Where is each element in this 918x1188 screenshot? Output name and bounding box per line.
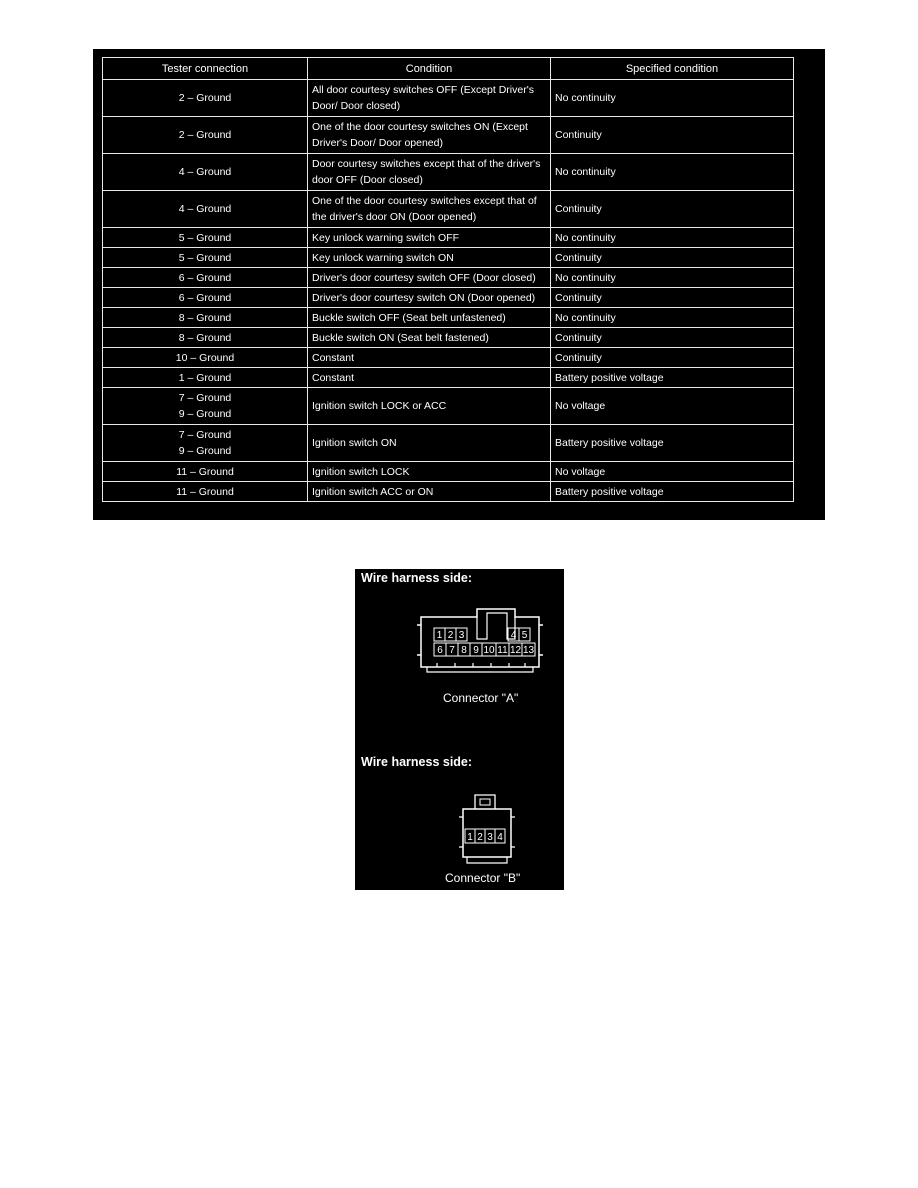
header-condition: Condition bbox=[308, 58, 551, 80]
table-row bbox=[103, 288, 794, 308]
tester-connection-cell-line: 8 – Ground bbox=[178, 331, 232, 344]
table-row bbox=[103, 368, 794, 388]
header-tester-connection: Tester connection bbox=[103, 58, 308, 80]
condition-cell-line: All door courtesy switches OFF (Except Driver's bbox=[312, 84, 534, 96]
tester-connection-cell-line: 4 – Ground bbox=[178, 166, 232, 178]
specified-condition-cell: No continuity bbox=[551, 80, 794, 117]
table-row bbox=[103, 80, 794, 117]
specified-condition-cell: No voltage bbox=[551, 462, 794, 482]
condition-cell bbox=[308, 482, 551, 502]
tester-connection-cell bbox=[103, 268, 308, 288]
connector-b-pins bbox=[465, 829, 505, 843]
condition-cell-line: Buckle switch OFF (Seat belt unfastened) bbox=[312, 311, 506, 324]
specified-condition-cell: No voltage bbox=[551, 388, 794, 425]
table-row bbox=[103, 154, 794, 191]
specified-condition-cell: Continuity bbox=[551, 117, 794, 154]
table-header-row bbox=[103, 58, 794, 80]
table-body bbox=[103, 80, 794, 502]
condition-cell bbox=[308, 308, 551, 328]
specification-table bbox=[102, 57, 794, 502]
specified-condition-cell: Battery positive voltage bbox=[551, 425, 794, 462]
tester-connection-cell-line: 10 – Ground bbox=[175, 351, 235, 364]
tester-connection-cell bbox=[103, 308, 308, 328]
tester-connection-cell bbox=[103, 191, 308, 228]
table-row bbox=[103, 425, 794, 462]
header-specified-condition: Specified condition bbox=[551, 58, 794, 80]
tester-connection-cell-line: 2 – Ground bbox=[178, 92, 232, 104]
tester-connection-cell bbox=[103, 328, 308, 348]
condition-cell bbox=[308, 80, 551, 117]
condition-cell-line: Door courtesy switches except that of the driver's bbox=[312, 158, 541, 170]
pin-label: 13 bbox=[522, 645, 535, 656]
tester-connection-cell bbox=[103, 248, 308, 268]
connector-a-title: Wire harness side: bbox=[361, 571, 473, 585]
pin-label: 1 bbox=[436, 630, 443, 641]
condition-cell-line: Ignition switch LOCK bbox=[312, 465, 410, 478]
specified-condition-cell: No continuity bbox=[551, 228, 794, 248]
specified-condition-cell: Continuity bbox=[551, 348, 794, 368]
tester-connection-cell bbox=[103, 388, 308, 425]
condition-cell bbox=[308, 462, 551, 482]
connector-b-title: Wire harness side: bbox=[361, 755, 473, 769]
tester-connection-cell bbox=[103, 117, 308, 154]
tester-connection-cell-line: 8 – Ground bbox=[178, 311, 232, 324]
tester-connection-cell bbox=[103, 425, 308, 462]
tester-connection-cell-line: 9 – Ground bbox=[178, 408, 232, 420]
table-row bbox=[103, 482, 794, 502]
pin-label: 1 bbox=[467, 832, 473, 843]
condition-cell-line: the driver's door ON (Door opened) bbox=[312, 211, 477, 223]
condition-cell bbox=[308, 388, 551, 425]
connector-b-diagram bbox=[453, 791, 523, 867]
pin-label: 4 bbox=[497, 832, 503, 843]
table-row bbox=[103, 462, 794, 482]
pin-label: 2 bbox=[447, 630, 454, 641]
condition-cell bbox=[308, 154, 551, 191]
tester-connection-cell-line: 5 – Ground bbox=[178, 231, 232, 244]
specified-condition-cell: Battery positive voltage bbox=[551, 368, 794, 388]
tester-connection-cell-line: 7 – Ground bbox=[178, 429, 232, 441]
condition-cell-line: Ignition switch ON bbox=[312, 437, 397, 449]
specified-condition-cell: Continuity bbox=[551, 328, 794, 348]
condition-cell bbox=[308, 268, 551, 288]
table-row bbox=[103, 348, 794, 368]
condition-cell-line: door OFF (Door closed) bbox=[312, 174, 423, 186]
tester-connection-cell bbox=[103, 154, 308, 191]
condition-cell-line: Driver's door courtesy switch ON (Door opened) bbox=[312, 291, 536, 304]
pin-label: 10 bbox=[483, 645, 495, 656]
tester-connection-cell-line: 11 – Ground bbox=[176, 465, 234, 478]
condition-cell bbox=[308, 425, 551, 462]
condition-cell-line: Key unlock warning switch ON bbox=[312, 251, 454, 264]
specified-condition-cell: No continuity bbox=[551, 308, 794, 328]
connector-diagram-panel bbox=[355, 569, 564, 890]
table-row bbox=[103, 191, 794, 228]
pin-label: 9 bbox=[473, 645, 479, 656]
tester-connection-cell bbox=[103, 228, 308, 248]
specified-condition-cell: No continuity bbox=[551, 154, 794, 191]
condition-cell bbox=[308, 248, 551, 268]
tester-connection-cell bbox=[103, 368, 308, 388]
connector-a-caption: Connector "A" bbox=[443, 691, 519, 705]
tester-connection-cell-line: 4 – Ground bbox=[178, 203, 232, 215]
condition-cell bbox=[308, 288, 551, 308]
pin-label: 5 bbox=[521, 630, 528, 641]
condition-cell-line: Ignition switch ACC or ON bbox=[312, 485, 434, 498]
condition-cell-line: One of the door courtesy switches except that of bbox=[312, 195, 537, 207]
condition-cell bbox=[308, 368, 551, 388]
tester-connection-cell bbox=[103, 288, 308, 308]
pin-label: 8 bbox=[461, 645, 467, 656]
pin-label: 11 bbox=[497, 645, 508, 656]
tester-connection-cell-line: 2 – Ground bbox=[178, 129, 232, 141]
tester-connection-cell bbox=[103, 462, 308, 482]
table-row bbox=[103, 388, 794, 425]
tester-connection-cell-line: 6 – Ground bbox=[178, 291, 232, 304]
table-row bbox=[103, 228, 794, 248]
pin-label: 2 bbox=[477, 832, 483, 843]
specified-condition-cell: No continuity bbox=[551, 268, 794, 288]
tester-connection-cell-line: 11 – Ground bbox=[176, 485, 234, 498]
table-row bbox=[103, 308, 794, 328]
condition-cell-line: Ignition switch LOCK or ACC bbox=[312, 400, 447, 412]
specified-condition-cell: Battery positive voltage bbox=[551, 482, 794, 502]
tester-connection-cell-line: 9 – Ground bbox=[178, 445, 232, 457]
condition-cell-line: Driver's Door/ Door opened) bbox=[312, 137, 443, 149]
pin-label: 12 bbox=[509, 645, 522, 656]
specified-condition-cell: Continuity bbox=[551, 288, 794, 308]
condition-cell bbox=[308, 191, 551, 228]
table-row bbox=[103, 328, 794, 348]
condition-cell-line: Driver's door courtesy switch OFF (Door closed) bbox=[312, 271, 536, 284]
condition-cell-line: Door/ Door closed) bbox=[312, 100, 401, 112]
condition-cell bbox=[308, 328, 551, 348]
specified-condition-cell: Continuity bbox=[551, 248, 794, 268]
condition-cell-line: Buckle switch ON (Seat belt fastened) bbox=[312, 331, 489, 344]
condition-cell-line: One of the door courtesy switches ON (Except bbox=[312, 121, 528, 133]
table-row bbox=[103, 117, 794, 154]
tester-connection-cell bbox=[103, 80, 308, 117]
specified-condition-cell: Continuity bbox=[551, 191, 794, 228]
condition-cell bbox=[308, 228, 551, 248]
condition-cell bbox=[308, 117, 551, 154]
tester-connection-cell-line: 1 – Ground bbox=[178, 371, 232, 384]
condition-cell-line: Constant bbox=[312, 371, 355, 384]
pin-label: 3 bbox=[487, 832, 493, 843]
specification-table-panel bbox=[93, 49, 825, 520]
connector-a-diagram bbox=[415, 603, 547, 673]
tester-connection-cell-line: 5 – Ground bbox=[178, 251, 232, 264]
table-row bbox=[103, 248, 794, 268]
tester-connection-cell-line: 7 – Ground bbox=[178, 392, 232, 404]
connector-a-bottom-pins bbox=[434, 643, 535, 656]
pin-label: 6 bbox=[437, 645, 443, 656]
pin-label: 7 bbox=[449, 645, 455, 656]
condition-cell bbox=[308, 348, 551, 368]
tester-connection-cell bbox=[103, 482, 308, 502]
tester-connection-cell bbox=[103, 348, 308, 368]
condition-cell-line: Key unlock warning switch OFF bbox=[312, 231, 460, 244]
condition-cell-line: Constant bbox=[312, 351, 355, 364]
connector-b-caption: Connector "B" bbox=[445, 871, 521, 885]
pin-label: 3 bbox=[458, 630, 465, 641]
table-row bbox=[103, 268, 794, 288]
tester-connection-cell-line: 6 – Ground bbox=[178, 271, 232, 284]
pin-label: 4 bbox=[510, 630, 517, 641]
